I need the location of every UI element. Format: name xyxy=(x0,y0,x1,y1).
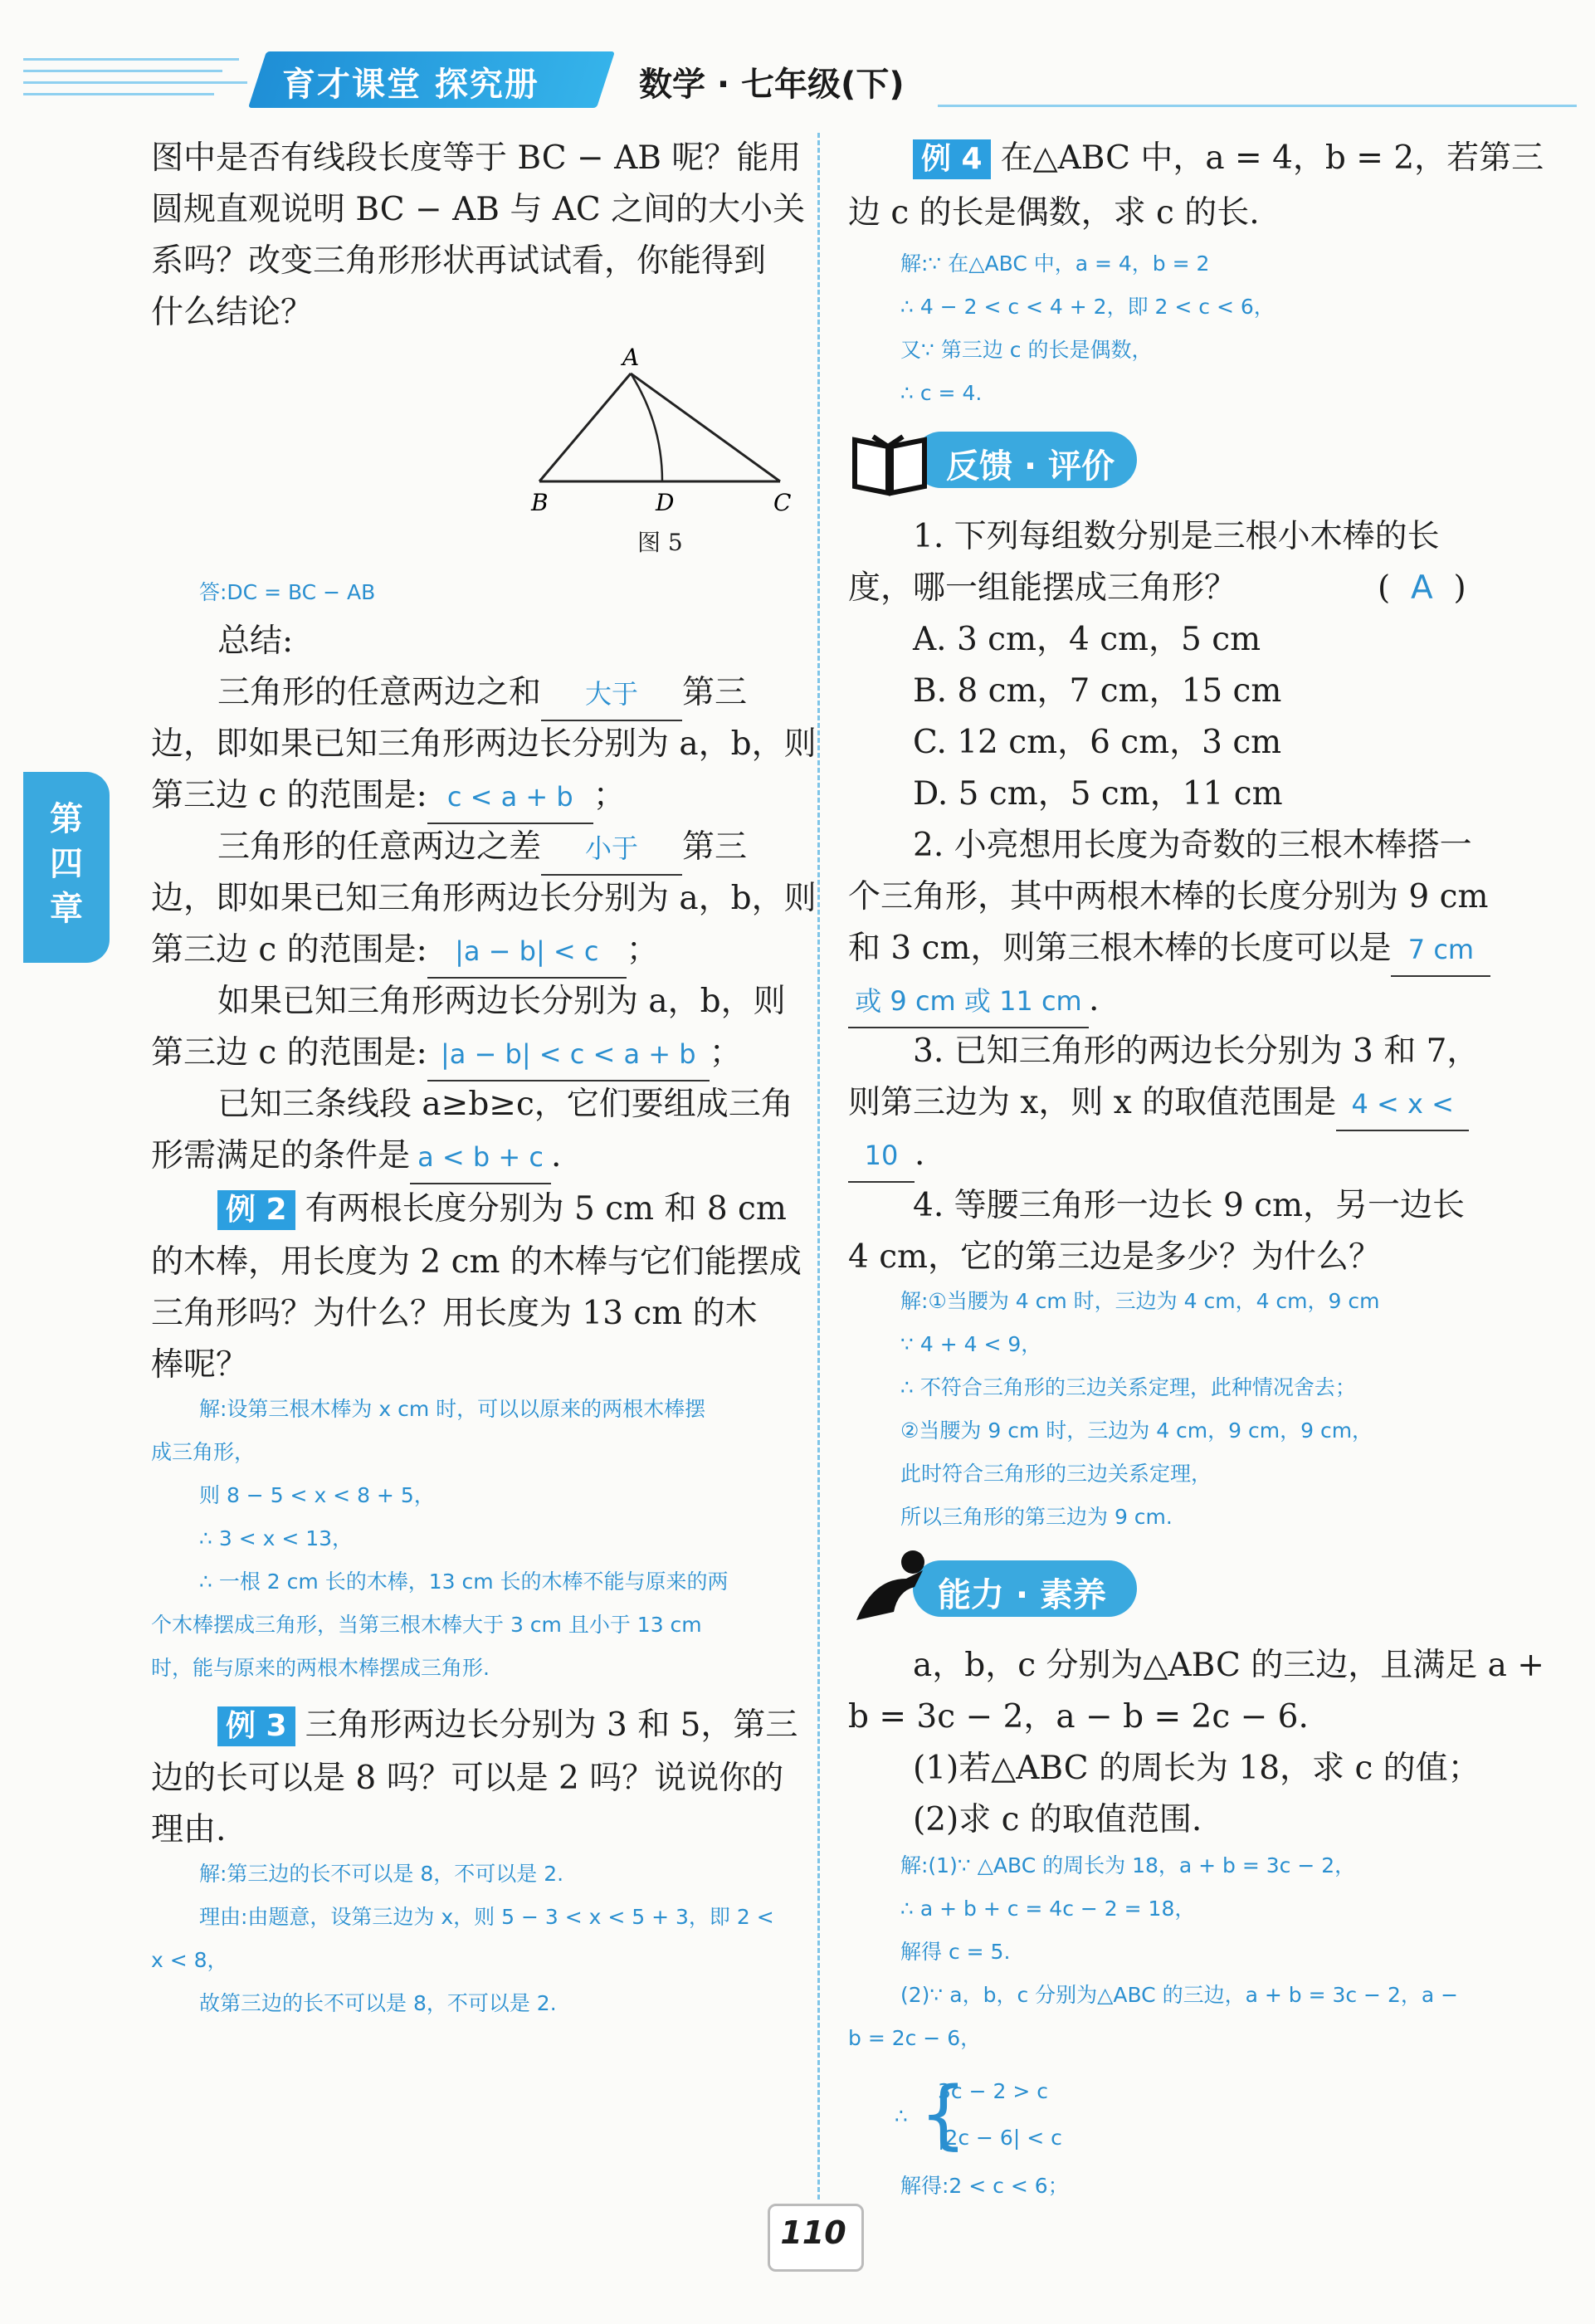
example-2-line: 的木棒，用长度为 2 cm 的木棒与它们能摆成 xyxy=(151,1243,802,1281)
question-1: 1. 下列每组数分别是三根小木棒的长 xyxy=(913,518,1440,555)
example-4-line: 边 c 的长是偶数，求 c 的长. xyxy=(848,194,1260,232)
example-2-answer: 解:设第三根木棒为 x cm 时，可以以原来的两根木棒摆 xyxy=(199,1397,706,1421)
example-2-answer: 时，能与原来的两根木棒摆成三角形. xyxy=(151,1656,490,1680)
fill-blank: 7 cm xyxy=(1391,925,1490,977)
ability-title: 能力 · 素养 xyxy=(938,1576,1107,1614)
figure-answer: 答:DC = BC − AB xyxy=(199,580,376,604)
figure-caption: 图 5 xyxy=(637,529,683,556)
label-b: B xyxy=(531,489,549,516)
fill-blank: c < a + b xyxy=(427,772,593,824)
question-5-answer: (2)∵ a，b，c 分别为△ABC 的三边，a + b = 3c − 2，a − xyxy=(900,1983,1459,2007)
question-4-answer: 解:①当腰为 4 cm 时，三边为 4 cm，4 cm，9 cm xyxy=(900,1289,1380,1313)
example-3: 例 3 三角形两边长分别为 3 和 5，第三 xyxy=(217,1700,798,1750)
example-4: 例 4 在△ABC 中，a = 4，b = 2，若第三 xyxy=(913,133,1544,183)
question-5-answer: 解得:2 < c < 6； xyxy=(900,2174,1069,2198)
example-tag: 例 4 xyxy=(913,139,991,179)
summary-2-line2: 边，即如果已知三角形两边长分别为 a，b，则 xyxy=(151,880,817,917)
question-5: a，b，c 分别为△ABC 的三边，且满足 a + xyxy=(913,1647,1544,1684)
example-4-answer: ∴ 4 − 2 < c < 4 + 2，即 2 < c < 6， xyxy=(900,295,1275,319)
brace-line: 3c − 2 > c xyxy=(938,2079,1048,2103)
intro-line: 圆规直观说明 BC − AB 与 AC 之间的大小关 xyxy=(151,191,806,228)
question-4-answer: 所以三角形的第三边为 9 cm. xyxy=(900,1505,1173,1529)
summary-1-line3: 第三边 c 的范围是: c < a + b ； xyxy=(151,770,626,824)
question-5-answer: ∴ a + b + c = 4c − 2 = 18， xyxy=(900,1897,1196,1921)
subject-title: 数学 · 七年级(下) xyxy=(639,66,905,104)
fill-blank: 小于 xyxy=(541,823,682,876)
fill-blank: a < b + c xyxy=(410,1132,551,1184)
brace-icon: { xyxy=(919,2071,968,2158)
question-5-answer: 解得 c = 5. xyxy=(900,1940,1011,1964)
summary-3: 如果已知三角形两边长分别为 a，b，则 xyxy=(217,983,786,1020)
intro-line: 什么结论？ xyxy=(151,294,314,331)
summary-1-line2: 边，即如果已知三角形两边长分别为 a，b，则 xyxy=(151,725,817,763)
header-line xyxy=(938,105,1577,107)
option: B. 8 cm，7 cm，15 cm xyxy=(913,672,1282,710)
fill-blank: 10 xyxy=(848,1130,915,1183)
example-2-answer: 成三角形， xyxy=(151,1440,256,1464)
page-number: 110 xyxy=(780,2214,846,2251)
example-2-answer: ∴ 3 < x < 13， xyxy=(199,1526,354,1550)
brace-line: |2c − 6| < c xyxy=(938,2126,1062,2150)
intro-line: 图中是否有线段长度等于 BC − AB 呢？能用 xyxy=(151,139,802,177)
question-1-answer: ( A ) xyxy=(1378,569,1466,607)
summary-2-line3: 第三边 c 的范围是: |a − b| < c ； xyxy=(151,925,659,979)
question-2-line: 个三角形，其中两根木棒的长度分别为 9 cm xyxy=(848,878,1489,915)
runner-icon xyxy=(848,1545,939,1628)
question-4-answer: ∴ 不符合三角形的三边关系定理，此种情况舍去； xyxy=(900,1375,1356,1399)
fill-blank: 或 9 cm 或 11 cm xyxy=(848,976,1089,1028)
example-3-answer: 故第三边的长不可以是 8，不可以是 2. xyxy=(199,1991,557,2015)
example-4-answer: ∴ c = 4. xyxy=(900,381,983,405)
fill-blank: 4 < x < xyxy=(1336,1079,1469,1131)
example-2-line: 棒呢？ xyxy=(151,1346,249,1384)
example-3-line: 理由. xyxy=(151,1811,227,1848)
example-2-answer: 个木棒摆成三角形，当第三根木棒大于 3 cm 且小于 13 cm xyxy=(151,1613,702,1637)
column-divider xyxy=(817,133,820,2200)
summary-2: 三角形的任意两边之差 小于 第三 xyxy=(217,822,747,876)
fill-blank: |a − b| < c < a + b xyxy=(427,1029,710,1081)
question-5-line: (2)求 c 的取值范围. xyxy=(913,1801,1202,1838)
example-4-answer: 解:∵ 在△ABC 中，a = 4，b = 2 xyxy=(900,251,1210,276)
question-4-answer: ∵ 4 + 4 < 9， xyxy=(900,1332,1042,1356)
summary-4-line2: 形需满足的条件是 a < b + c . xyxy=(151,1130,561,1184)
example-2-answer: ∴ 一根 2 cm 长的木棒，13 cm 长的木棒不能与原来的两 xyxy=(199,1570,729,1594)
example-2-line: 三角形吗？为什么？用长度为 13 cm 的木 xyxy=(151,1295,758,1332)
intro-line: 系吗？改变三角形形状再试试看，你能得到 xyxy=(151,242,767,280)
triangle-figure xyxy=(515,340,797,523)
label-a: A xyxy=(622,344,640,371)
question-2: 2. 小亮想用长度为奇数的三根木棒搭一 xyxy=(913,827,1472,864)
option: C. 12 cm，6 cm，3 cm xyxy=(913,724,1282,761)
question-5-line: (1)若△ABC 的周长为 18，求 c 的值； xyxy=(913,1750,1480,1787)
header-line xyxy=(23,58,239,61)
question-4-answer: 此时符合三角形的三边关系定理， xyxy=(900,1462,1212,1486)
question-3: 3. 已知三角形的两边长分别为 3 和 7， xyxy=(913,1033,1480,1070)
question-4: 4. 等腰三角形一边长 9 cm，另一边长 xyxy=(913,1187,1466,1224)
example-tag: 例 3 xyxy=(217,1706,295,1746)
option: D. 5 cm，5 cm，11 cm xyxy=(913,775,1283,813)
question-3-line: 则第三边为 x，则 x 的取值范围是 4 < x < xyxy=(848,1077,1469,1131)
question-5-answer: b = 2c − 6， xyxy=(848,2026,982,2050)
example-3-answer: 理由:由题意，设第三边为 x，则 5 − 3 < x < 5 + 3，即 2 < xyxy=(199,1905,774,1929)
example-2: 例 2 有两根长度分别为 5 cm 和 8 cm xyxy=(217,1184,787,1234)
question-3-line: 10 . xyxy=(848,1129,924,1183)
question-2-line: 或 9 cm 或 11 cm . xyxy=(848,974,1099,1028)
chapter-tab-label: 第四章 xyxy=(50,800,83,928)
question-2-line: 和 3 cm，则第三根木棒的长度可以是 7 cm xyxy=(848,923,1490,977)
example-2-answer: 则 8 − 5 < x < 8 + 5， xyxy=(199,1483,435,1507)
fill-blank: |a − b| < c xyxy=(427,926,627,979)
example-tag: 例 2 xyxy=(217,1190,295,1230)
option: A. 3 cm，4 cm，5 cm xyxy=(913,621,1261,658)
label-d: D xyxy=(656,489,675,516)
header-line xyxy=(23,70,222,72)
book-title: 育才课堂 探究册 xyxy=(282,66,539,104)
feedback-title: 反馈 · 评价 xyxy=(946,447,1115,486)
therefore-sign: ∴ xyxy=(895,2104,908,2128)
example-3-answer: x < 8， xyxy=(151,1948,228,1972)
summary-4: 已知三条线段 a≥b≥c，它们要组成三角 xyxy=(217,1086,793,1123)
fill-blank: 大于 xyxy=(541,669,682,721)
question-5-answer: 解:(1)∵ △ABC 的周长为 18，a + b = 3c − 2， xyxy=(900,1853,1356,1877)
question-4-answer: ②当腰为 9 cm 时，三边为 4 cm，9 cm，9 cm， xyxy=(900,1418,1373,1443)
question-5-line: b = 3c − 2，a − b = 2c − 6. xyxy=(848,1698,1309,1736)
header-line xyxy=(23,93,214,95)
summary-title: 总结: xyxy=(217,622,294,660)
question-4-line: 4 cm，它的第三边是多少？为什么？ xyxy=(848,1238,1382,1276)
example-3-line: 边的长可以是 8 吗？可以是 2 吗？说说你的 xyxy=(151,1760,784,1797)
example-3-answer: 解:第三边的长不可以是 8，不可以是 2. xyxy=(199,1862,564,1886)
example-4-answer: 又∵ 第三边 c 的长是偶数， xyxy=(900,338,1153,362)
summary-3-line2: 第三边 c 的范围是: |a − b| < c < a + b ； xyxy=(151,1028,742,1081)
label-c: C xyxy=(773,489,792,516)
summary-1: 三角形的任意两边之和 大于 第三 xyxy=(217,667,747,721)
book-icon xyxy=(848,423,931,498)
question-1-line: 度，哪一组能摆成三角形？ xyxy=(848,569,1237,607)
header-line xyxy=(23,81,247,84)
